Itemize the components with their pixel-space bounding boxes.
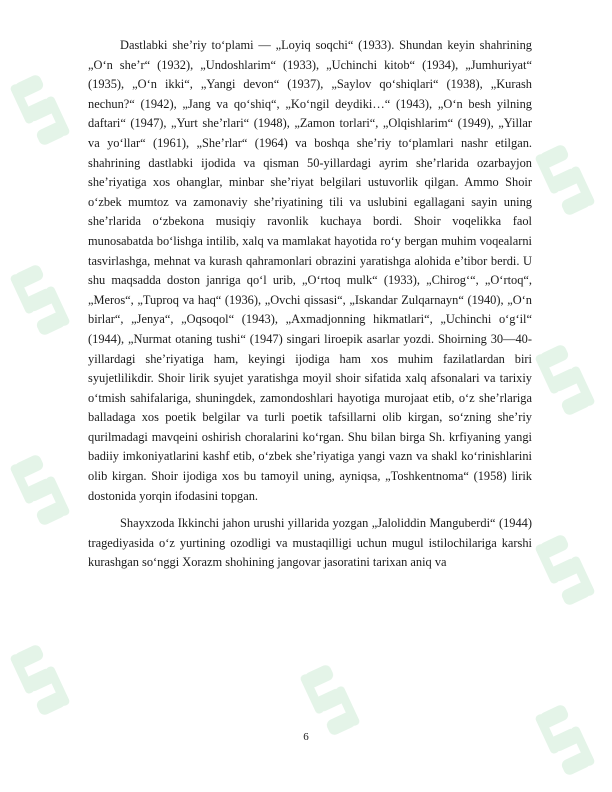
watermark-mark (299, 662, 360, 739)
page-number: 6 (303, 731, 309, 743)
watermark-mark (534, 142, 595, 219)
watermark-mark (9, 72, 70, 149)
watermark-mark (9, 642, 70, 719)
watermark-mark (534, 532, 595, 609)
watermark-mark (9, 262, 70, 339)
watermark-mark (9, 452, 70, 529)
watermark-mark (534, 342, 595, 419)
paragraph-2: Shayxzoda Ikkinchi jahon urushi yillarida yozgan „Jaloliddin Manguberdi“ (1944) tragediyasida o‘z yurtining ozodligi va mustaqilligi uchun mugul istilochilariga karshi kurashgan so‘nggi Xorazm shohining jangovar jasoratini tarixan aniq va (88, 516, 532, 570)
body-text (88, 36, 532, 573)
paragraph-1: Dastlabki she’riy to‘plami — „Loyiq soqchi“ (1933). Shundan keyin shahrining „O‘n she’r“ (1932), „Undoshlarim“ (1933), „Uchinchi kitob“ (1934), „Jumhuriyat“ (1935), „O‘n ikki“, „Yangi devon“ (1937), „Saylov qo‘shiqlari“ (1938), „Kurash nechun?“ (1942), „Jang va qo‘shiq“, „Ko‘ngil deydiki…“ (1943), „O‘n besh yilning daftari“ (1947), „Yurt she’rlari“ (1948), „Zamon torlari“, „Olqishlarim“ (1949), „Yillar va yo‘llar“ (1961), „She’rlar“ (1964) va boshqa she’riy to‘plamlari nashr etilgan. shahrining dastlabki ijodida va qisman 50-yillardagi ayrim she’rlarida ozarbayjon she’riyatiga xos ohanglar, minbar she’riyat belgilari ustuvorlik qilgan. Ammo Shoir o‘zbek mumtoz va zamonaviy she’riyatining tili va uslubini egallagani sayin uning she’rlarida o‘zbekona musiqiy ravonlik kuchaya bordi. Shoir voqelikka faol munosabatda bo‘lishga intilib, xalq va mamlakat hayotida ro‘y bergan muhim voqealarni tasvirlashga, mehnat va kurash qahramonlari obrazini yaratishga alohida e’tibor berdi. U shu maqsadda doston janriga qo‘l urib, „O‘rtoq mulk“ (1933), „Chirog‘“, „O‘rtoq“, „Meros“, „Tuproq va haq“ (1936), „Ovchi qissasi“, „Iskandar Zulqarnayn“ (1940), „O‘n birlar“, „Jenya“, „Oqsoqol“ (1943), „Axmadjonning hikmatlari“, „Uchinchi o‘g‘il“ (1944), „Nurmat otaning tushi“ (1947) singari liroepik asarlar yozdi. Shoirning 30—40-yillardagi she’riyatiga ham, keyingi ijodiga ham xos muhim fazilatlardan biri syujetlilikdir. Shoir lirik syujet yaratishga moyil shoir sifatida xalq afsonalari va tarixiy o‘tmish sahifalariga, shuningdek, zamondoshlari hayotiga murojaat etib, o‘z she’rlariga balladaga xos poetik belgilar va turli poetik tafsillarni olib kirgan, so‘zning she’riy qurilmadagi mavqeini oshirish choralarini ko‘rgan. Shu bilan birga Sh. krfiyaning yangi badiiy imkoniyatlarini kashf etib, o‘zbek she’riyatiga yangi vazn va shakl ko‘rinishlarini olib kirgan. Shoir ijodiga xos bu tamoyil uning, ayniqsa, „Toshkentnoma“ (1958) lirik dostonida yorqin ifodasini topgan. (88, 38, 532, 503)
